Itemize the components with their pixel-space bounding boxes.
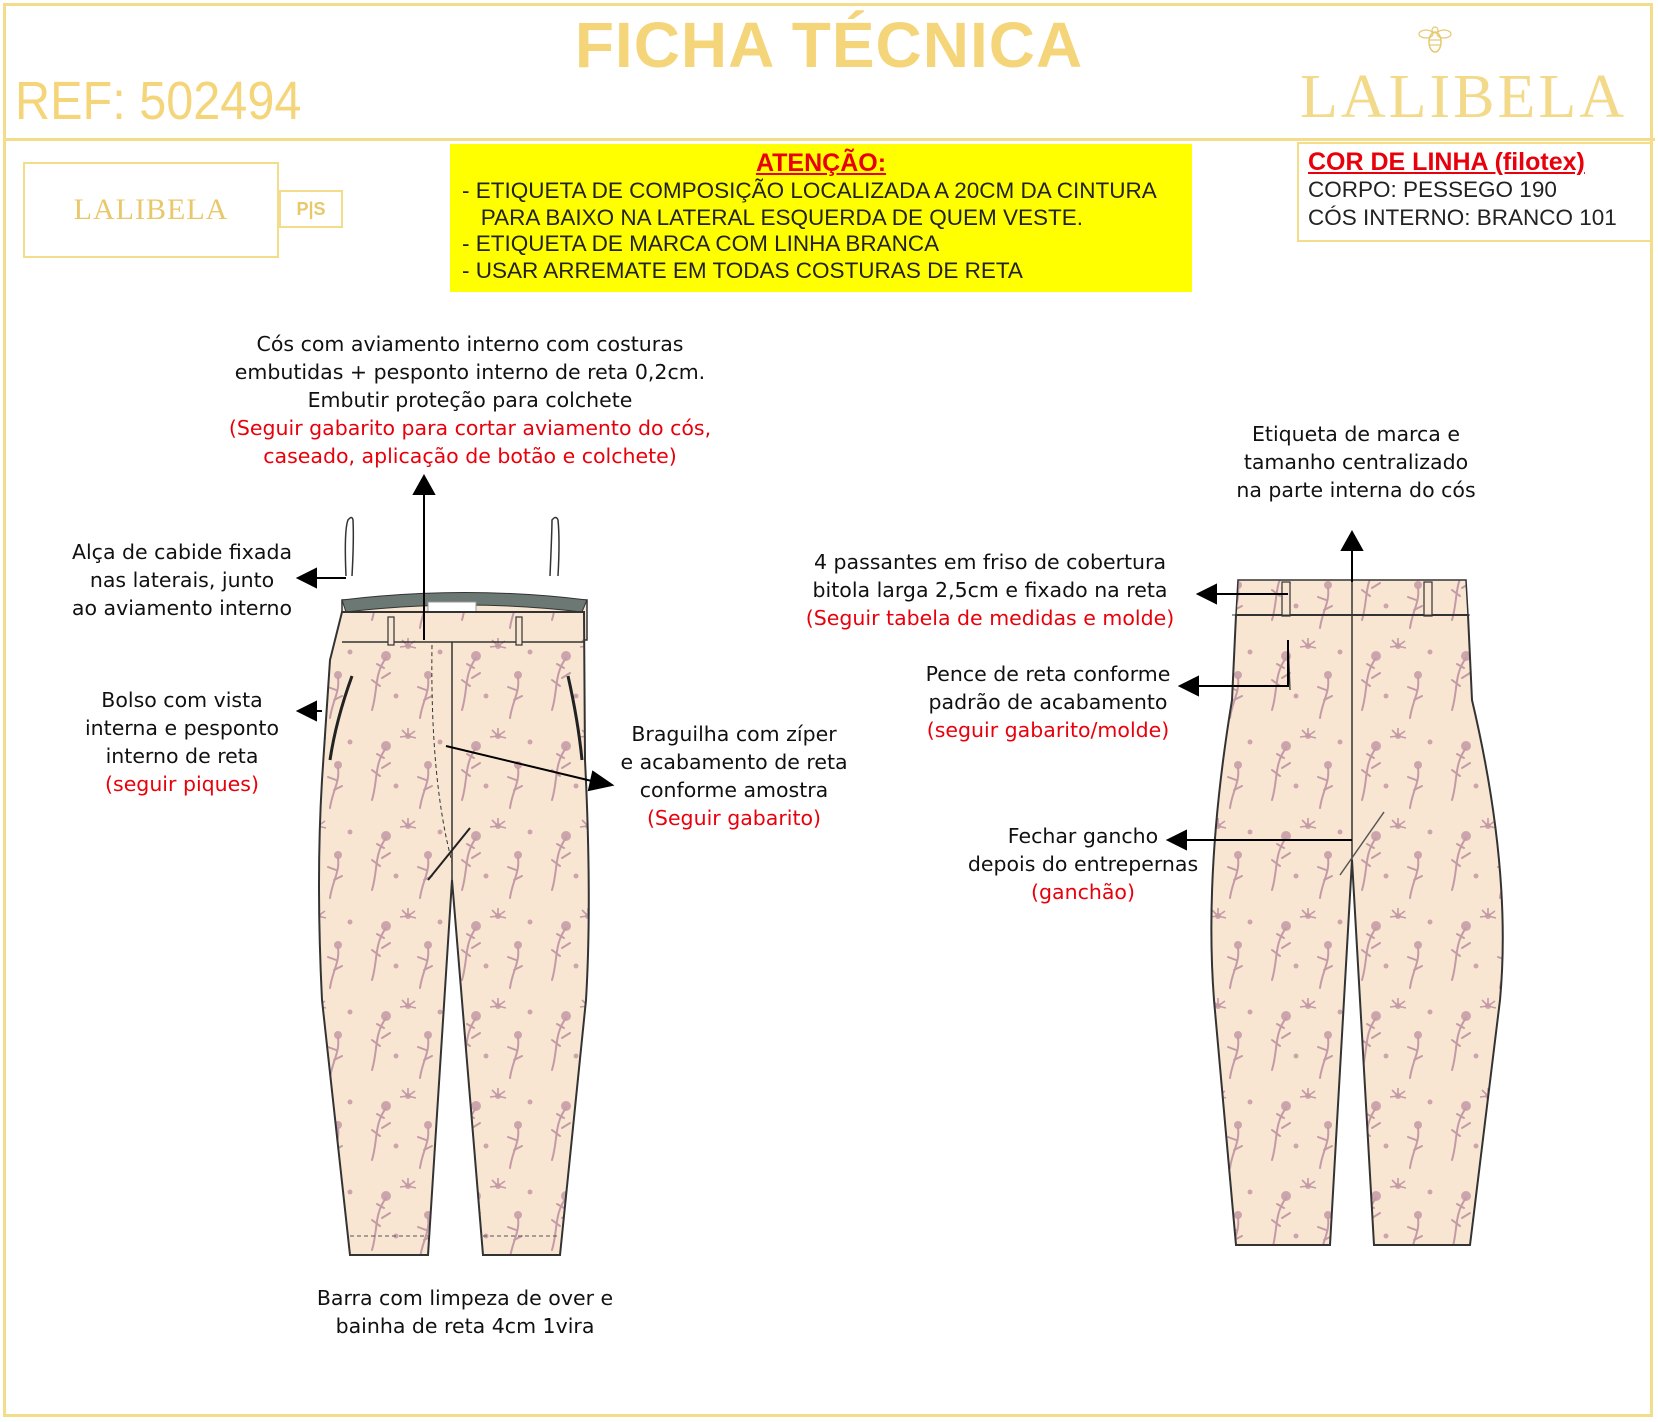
note-dart (908, 660, 1188, 744)
note-line: Barra com limpeza de over e (316, 1286, 614, 1310)
note-line: 4 passantes em friso de cobertura (813, 550, 1167, 574)
note-line: conforme amostra (639, 778, 829, 802)
note-line: Etiqueta de marca e (1251, 422, 1461, 446)
thread-color-line: CÓS INTERNO: BRANCO 101 (1308, 205, 1617, 230)
note-line-red: (Seguir tabela de medidas e molde) (805, 606, 1175, 630)
note-line: interna e pesponto (84, 716, 280, 740)
note-hem (290, 1284, 640, 1340)
brand-logo: LALIBELA (1300, 63, 1628, 131)
note-hanger-loop (60, 538, 304, 622)
note-line: tamanho centralizado (1243, 450, 1469, 474)
brand-label-sample: LALIBELA (23, 162, 279, 258)
note-line: Fechar gancho (1007, 824, 1159, 848)
attention-line: - USAR ARREMATE EM TODAS COSTURAS DE RETA (462, 257, 1023, 283)
note-line-red: caseado, aplicação de botão e colchete) (263, 444, 677, 468)
thread-color-title: COR DE LINHA (filotex) (1308, 148, 1585, 176)
note-line: Bolso com vista (101, 688, 263, 712)
note-waistband (210, 330, 730, 470)
attention-title: ATENÇÃO: (755, 149, 887, 177)
note-belt-loops (800, 548, 1180, 632)
attention-line: - ETIQUETA DE COMPOSIÇÃO LOCALIZADA A 20CM DA CINTURA (462, 178, 1157, 203)
note-line: bitola larga 2,5cm e fixado na reta (812, 578, 1168, 602)
note-line-red: (seguir gabarito/molde) (926, 718, 1170, 742)
reference-number: REF: 502494 (15, 71, 302, 131)
note-pocket (62, 686, 302, 798)
note-line: Cós com aviamento interno com costuras (256, 332, 684, 356)
size-label-sample: P|S (279, 190, 343, 228)
back-pants (1211, 580, 1502, 1245)
note-line: na parte interna do cós (1236, 478, 1476, 502)
note-line: bainha de reta 4cm 1vira (335, 1314, 595, 1338)
attention-line: PARA BAIXO NA LATERAL ESQUERDA DE QUEM VESTE. (462, 204, 1084, 230)
front-pants (319, 518, 589, 1256)
note-line: interno de reta (105, 744, 259, 768)
note-line: ao aviamento interno (71, 596, 293, 620)
note-line-red: (seguir piques) (105, 772, 259, 796)
note-line-red: (Seguir gabarito) (646, 806, 822, 830)
note-line: padrão de acabamento (928, 690, 1168, 714)
note-crotch (950, 822, 1216, 906)
note-line-red: (ganchão) (1031, 880, 1135, 904)
note-line: Pence de reta conforme (925, 662, 1171, 686)
note-line: e acabamento de reta (620, 750, 848, 774)
note-fly (604, 720, 864, 832)
note-line: Alça de cabide fixada (71, 540, 293, 564)
note-brand-label (1216, 420, 1496, 504)
note-line: depois do entrepernas (967, 852, 1199, 876)
page-title: FICHA TÉCNICA (574, 9, 1084, 81)
note-line-red: (Seguir gabarito para cortar aviamento do cós, (228, 416, 712, 440)
note-line: nas laterais, junto (89, 568, 275, 592)
note-line: embutidas + pesponto interno de reta 0,2cm. (234, 360, 706, 384)
thread-color-line: CORPO: PESSEGO 190 (1308, 177, 1557, 202)
note-line: Braguilha com zíper (631, 722, 837, 746)
note-line: Embutir proteção para colchete (307, 388, 633, 412)
attention-line: - ETIQUETA DE MARCA COM LINHA BRANCA (462, 231, 940, 256)
